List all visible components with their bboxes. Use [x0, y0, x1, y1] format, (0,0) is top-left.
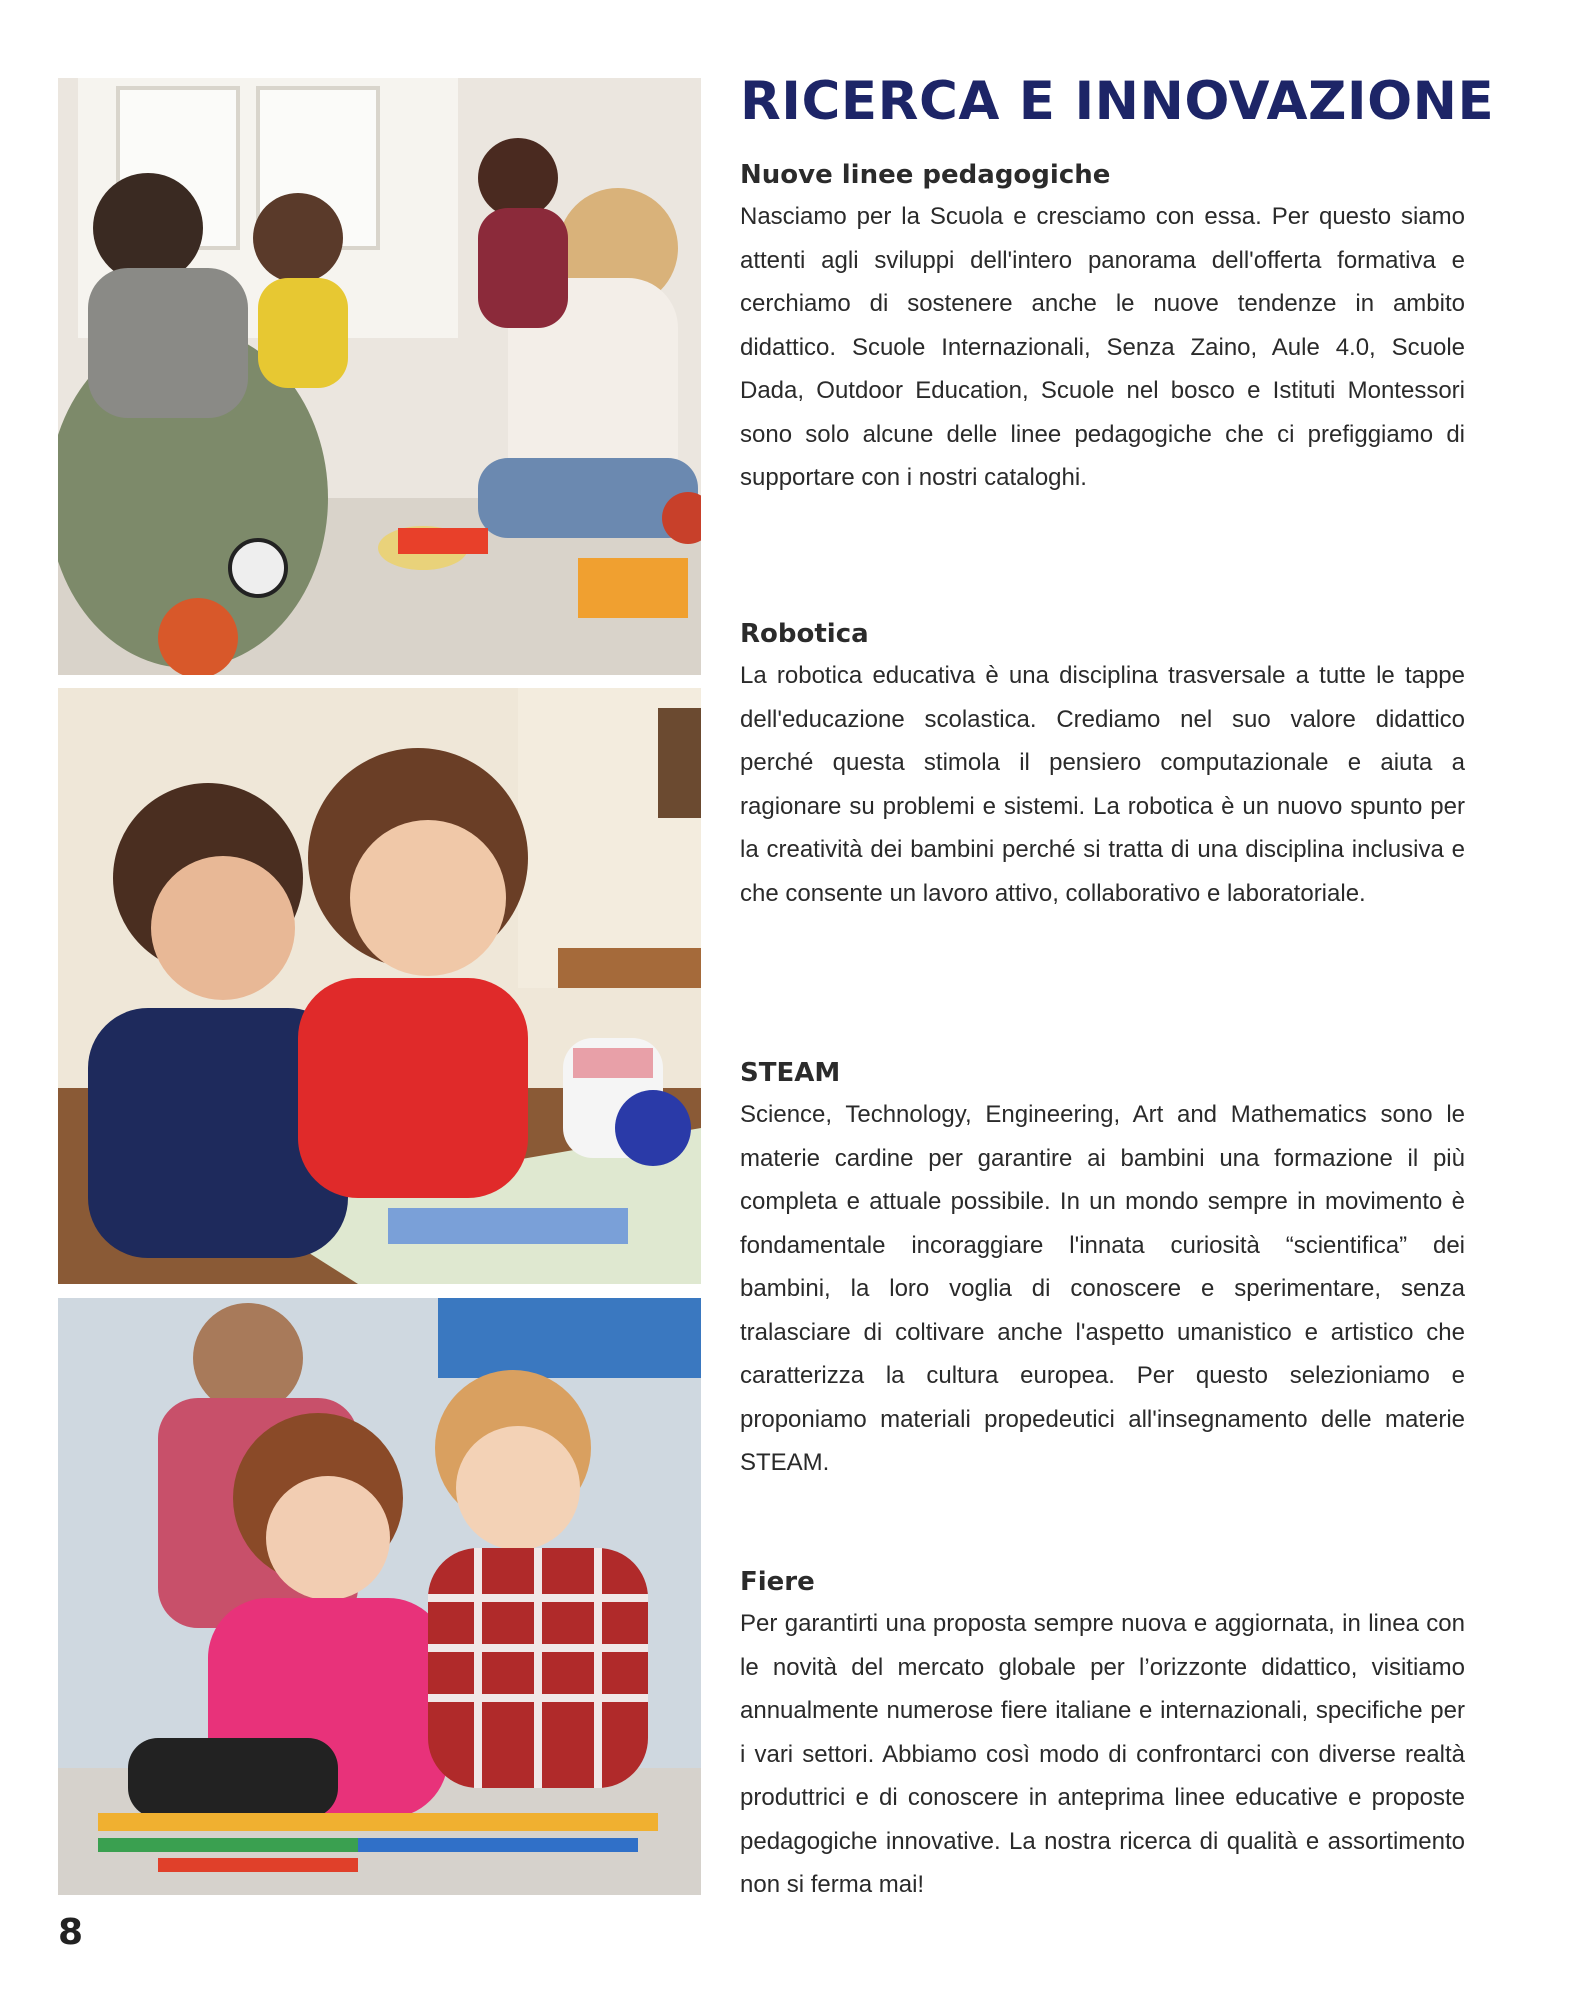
section-fiere — [740, 1562, 1465, 1907]
page-title: RICERCA E INNOVAZIONE — [740, 71, 1495, 132]
photo-children-robotics — [58, 688, 701, 1284]
section-heading: Nuove linee pedagogiche — [740, 160, 1111, 190]
photo-family-playing — [58, 78, 701, 675]
section-robotica — [740, 614, 1465, 915]
page-number: 8 — [58, 1912, 84, 1953]
section-nuove-linee-pedagogiche — [740, 155, 1465, 500]
section-body: La robotica educativa è una disciplina trasversale a tutte le tappe dell'educazione scolastica. Crediamo nel suo valore didattico perché questa stimola il pensiero computazionale e aiuta a ragionare su problemi e sistemi. La robotica è un nuovo spunto per la creatività dei bambini perché si tratta di una disciplina inclusiva e che consente un lavoro attivo, collaborativo e laboratoriale. — [740, 662, 1465, 907]
section-heading: STEAM — [740, 1058, 841, 1088]
section-heading: Fiere — [740, 1567, 815, 1597]
section-body: Per garantirti una proposta sempre nuova e aggiornata, in linea con le novità del mercato globale per l’orizzonte didattico, visitiamo annualmente numerose fiere italiane e internazionali, specifiche per i vari settori. Abbiamo così modo di confrontarci con diverse realtà produttrici e di conoscere in anteprima linee educative e proposte pedagogiche innovative. La nostra ricerca di qualità e assortimento non si ferma mai! — [740, 1610, 1465, 1898]
photo-children-building — [58, 1298, 701, 1895]
section-body: Science, Technology, Engineering, Art and Mathematics sono le materie cardine per garantire ai bambini una formazione il più completa e attuale possibile. In un mondo sempre in movimento è fondamentale incoraggiare l'innata curiosità “scientifica” dei bambini, la loro voglia di conoscere e sperimentare, senza tralasciare di coltivare anche l'aspetto umanistico e artistico che caratterizza la cultura europea. Per questo selezioniamo e proponiamo materiali propedeutici all'insegnamento delle materie STEAM. — [740, 1101, 1465, 1476]
section-body: Nasciamo per la Scuola e cresciamo con essa. Per questo siamo attenti agli sviluppi dell'intero panorama dell'offerta formativa e cerchiamo di sostenere anche le nuove tendenze in ambito didattico. Scuole Internazionali, Senza Zaino, Aule 4.0, Scuole Dada, Outdoor Education, Scuole nel bosco e Istituti Montessori sono solo alcune delle linee pedagogiche che ci prefiggiamo di supportare con i nostri cataloghi. — [740, 203, 1465, 491]
section-steam — [740, 1053, 1465, 1485]
section-heading: Robotica — [740, 619, 869, 649]
